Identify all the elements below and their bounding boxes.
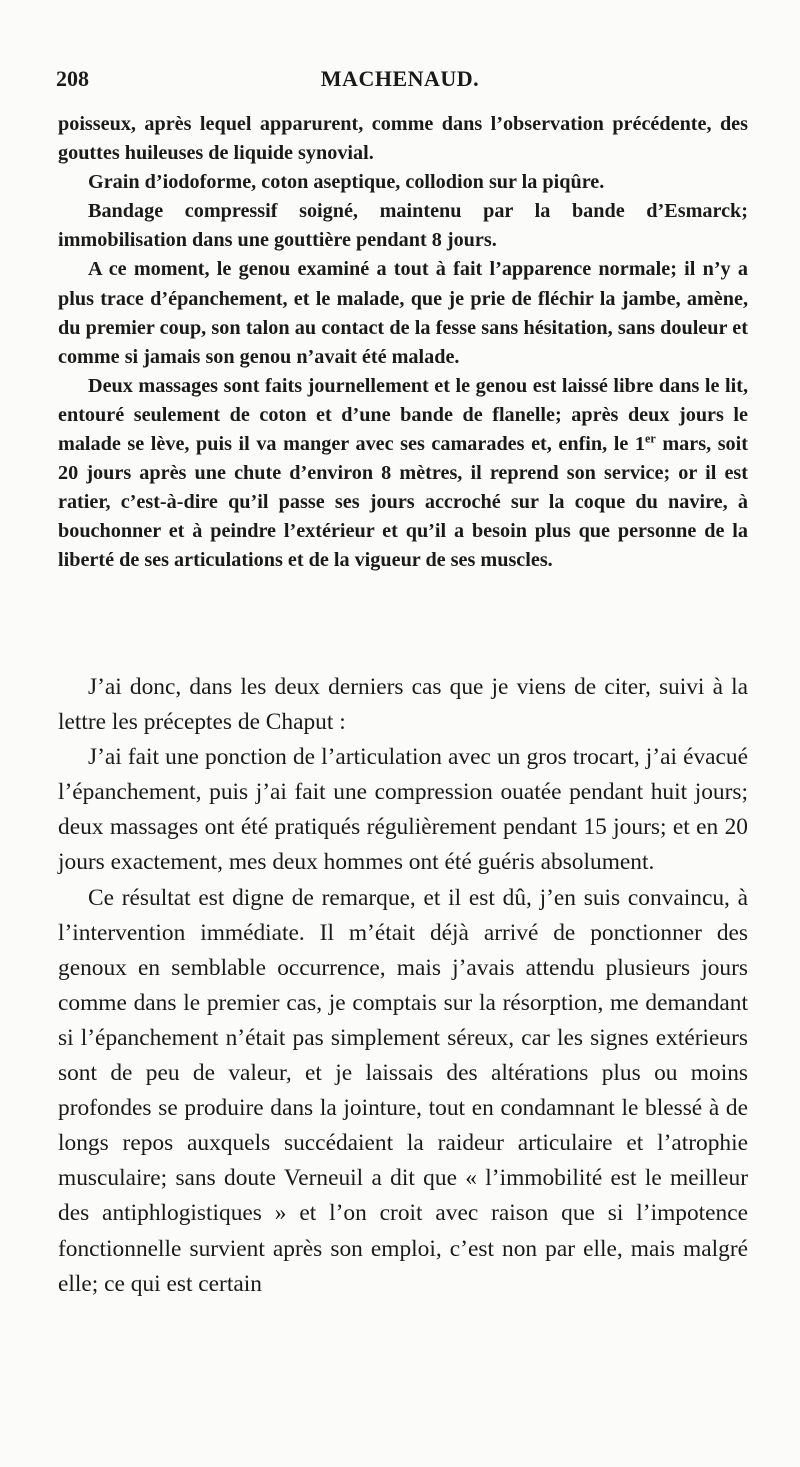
massages-text-start: Deux massages sont faits journellement et le genou est laissé libre dans le lit, entouré seulement de coton et d’une bande de flanelle; après deux jours le malade se lève, puis il va manger avec ses camarades et, enfin, le 1 <box>58 374 748 456</box>
paragraph-knee-normal: A ce moment, le genou examiné a tout à fait l’apparence normale; il n’y a plus trace d’épanchement, et le malade, que je prie de fléchir la jambe, amène, du premier coup, son talon au contact de la fesse sans hésitation, sans douleur et comme si jamais son genou n’avait été malade. <box>58 258 748 368</box>
page-number: 208 <box>56 66 89 91</box>
paragraph-ponction: J’ai fait une ponction de l’articulation avec un gros trocart, j’ai évacué l’épanchement, puis j’ai fait une compression ouatée pendant huit jours; deux massages ont été pratiqués régulièrement pendant 15 jours; et en 20 jours exactement, mes deux hommes ont été guéris absolument. <box>58 744 748 876</box>
paragraph-resultat: Ce résultat est digne de remarque, et il est dû, j’en suis convaincu, à l’intervention immédiate. Il m’était déjà arrivé de ponctionner des genoux en semblable occurrence, mais j’avais attendu plusieurs jours comme dans le premier cas, je comptais sur la résorption, me demandant si l’épanchement n’était pas simplement séreux, car les signes extérieurs sont de peu de valeur, et je laissais des altérations plus ou moins profondes se produire dans la jointure, tout en condamnant le blessé à de longs repos auxquels succédaient la raideur articulaire et l’atrophie musculaire; sans doute Verneuil a dit que « l’immobilité est le meilleur des antiphlogistiques » et l’on croit avec raison que si l’impotence fonctionnelle survient après son emploi, c’est non par elle, mais malgré elle; ce qui est certain <box>58 884 748 1297</box>
paragraph-iodoform: Grain d’iodoforme, coton aseptique, collodion sur la piqûre. <box>88 171 605 194</box>
text-block-large <box>58 670 748 1302</box>
paragraph-continuation: poisseux, après lequel apparurent, comme dans l’observation précédente, des gouttes huileuses de liquide synovial. <box>58 113 748 165</box>
massages-text-end: mars, soit 20 jours après une chute d’environ 8 mètres, il reprend son service; or il est ratier, c’est-à-dire qu’il passe ses jours accroché sur la coque du navire, à bouchonner et à peindre l’extérieur et qu’il a besoin plus que personne de la liberté de ses articulations et de la vigueur de ses muscles. <box>58 433 748 572</box>
paragraph-chaput: J’ai donc, dans les deux derniers cas que je viens de citer, suivi à la lettre les préceptes de Chaput : <box>58 674 748 736</box>
text-block-small <box>58 110 748 576</box>
paragraph-bandage: Bandage compressif soigné, maintenu par la bande d’Esmarck; immobilisation dans une gouttière pendant 8 jours. <box>58 200 748 252</box>
ordinal-superscript: er <box>645 431 656 446</box>
paragraph-massages <box>58 372 748 576</box>
running-head: MACHENAUD. <box>320 66 480 91</box>
page-header <box>56 66 744 94</box>
